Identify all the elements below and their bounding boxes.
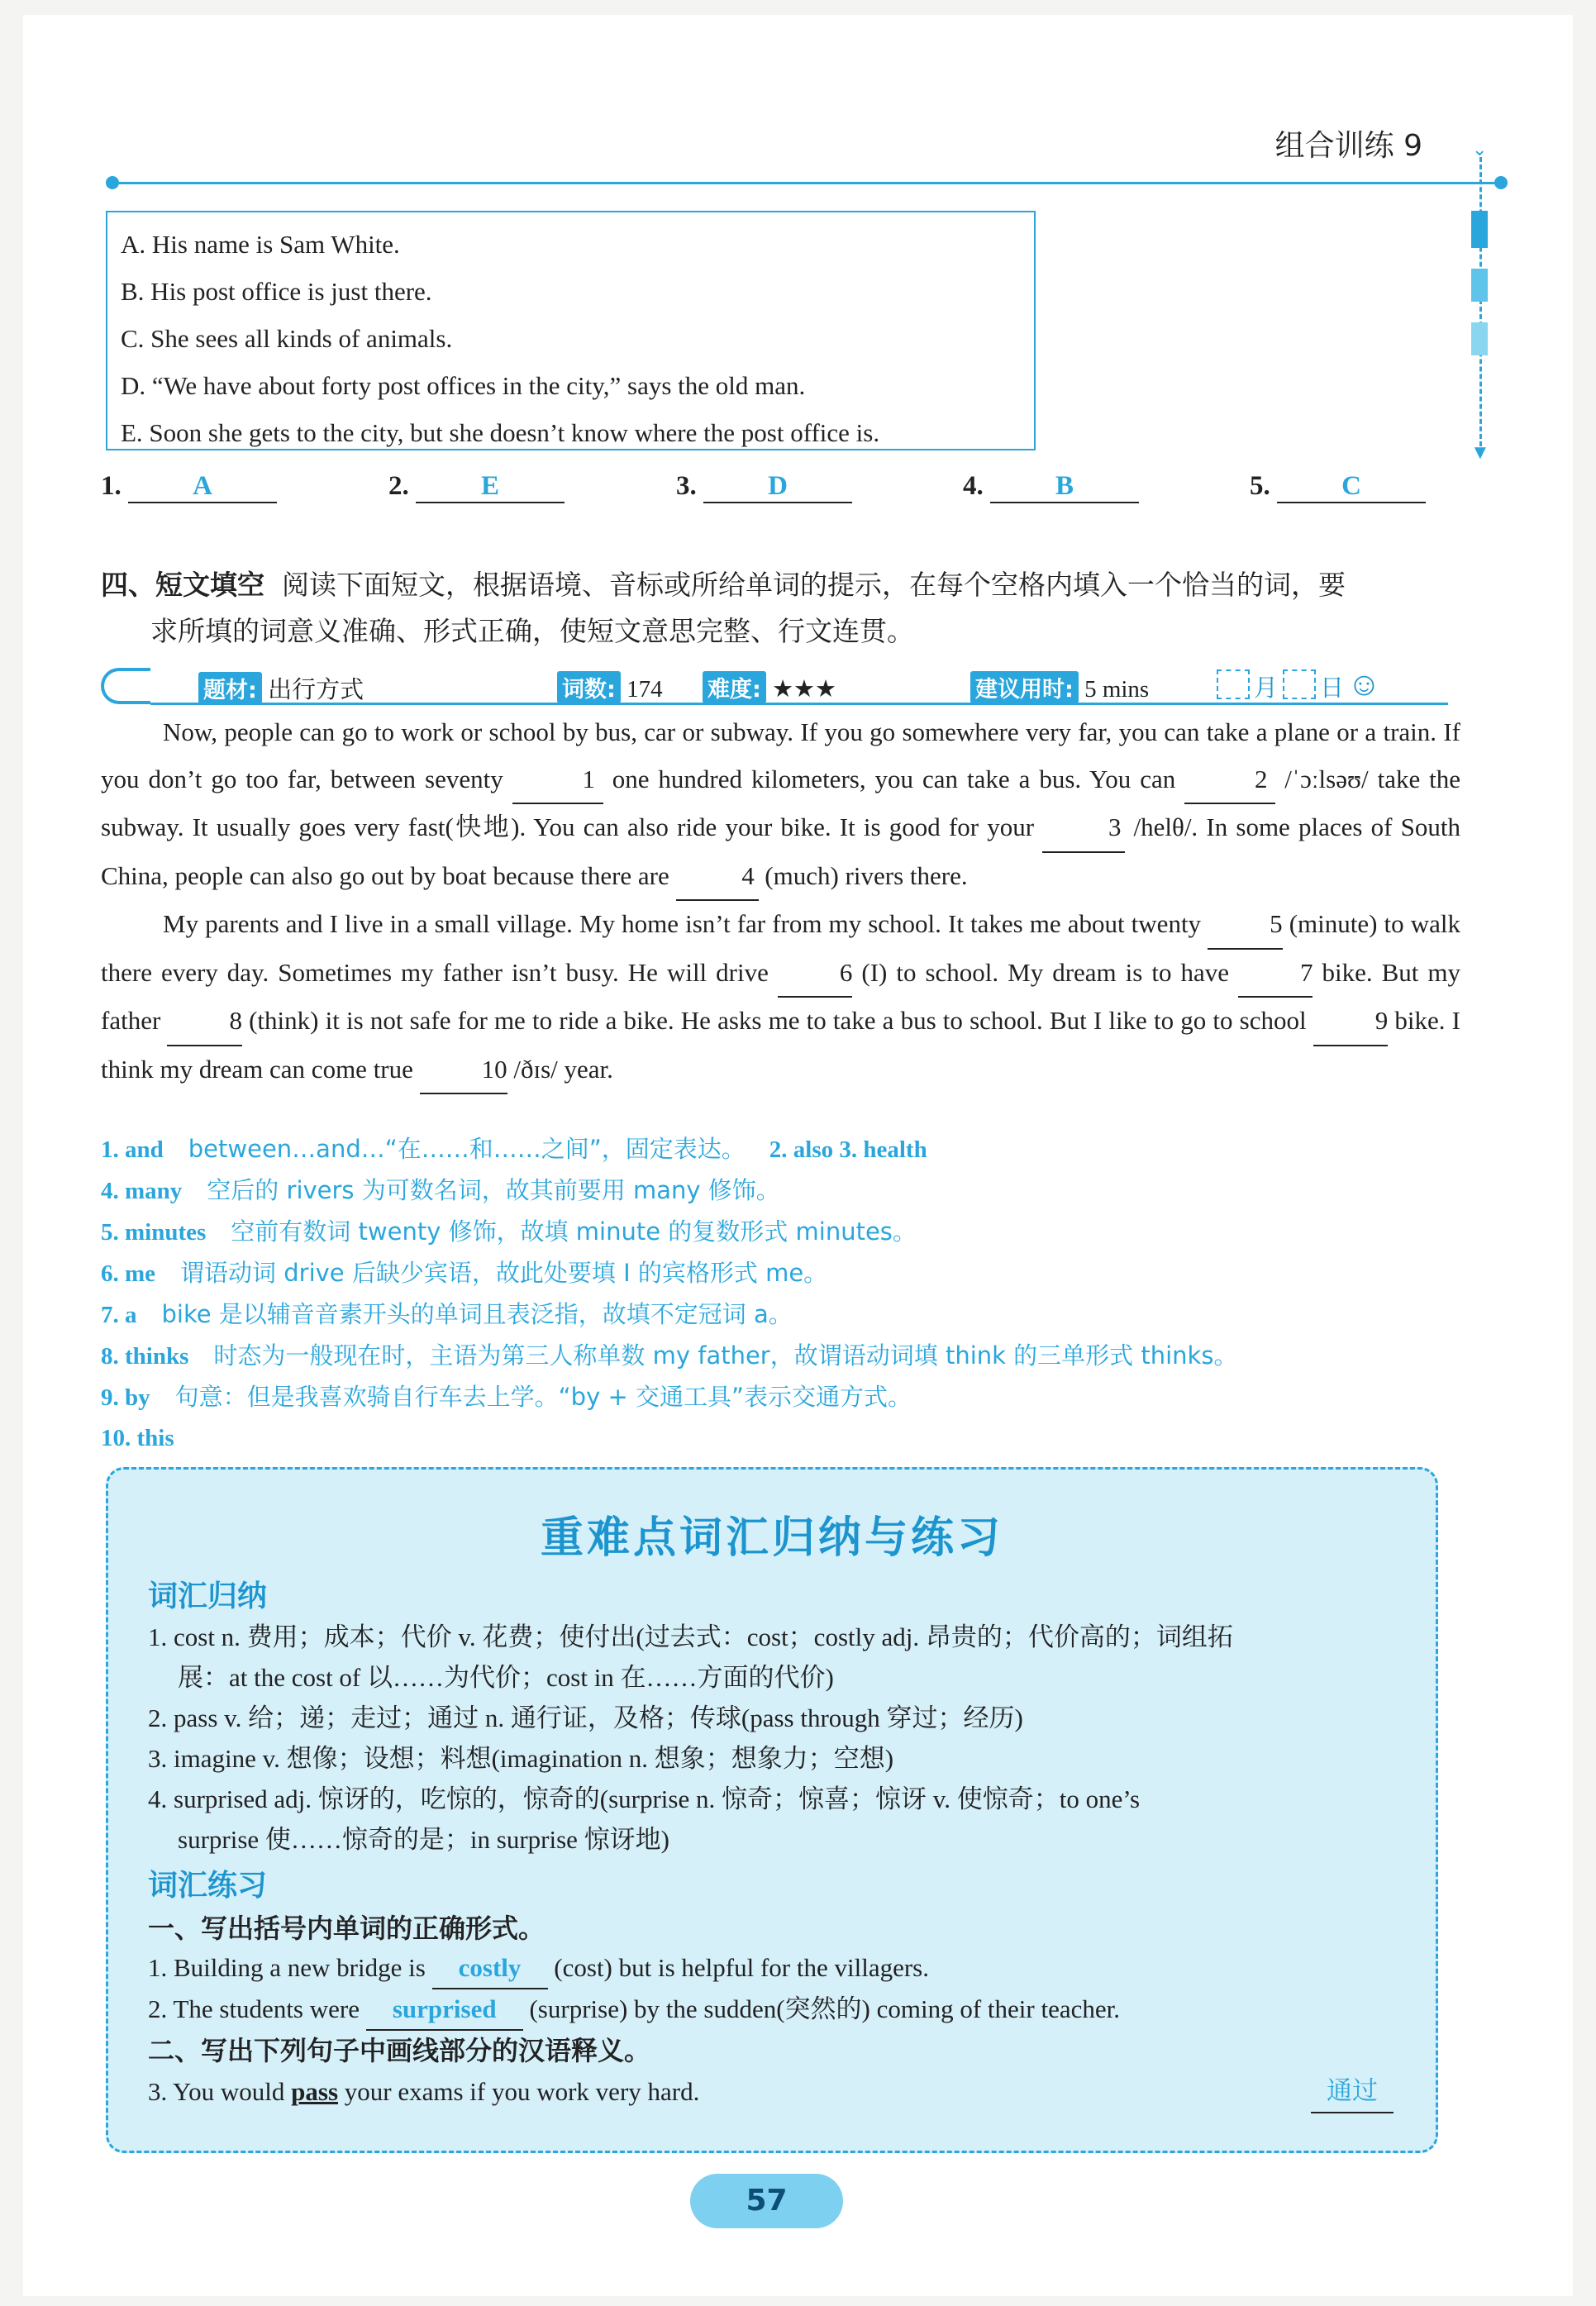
blank-6[interactable]: 6 <box>778 950 853 998</box>
side-dashed-line <box>1479 157 1482 446</box>
explanation-key: 9. by <box>101 1384 150 1411</box>
answer-blank[interactable]: C <box>1277 471 1426 503</box>
explanation-key: 7. a <box>101 1302 137 1328</box>
answer-num: 3. <box>676 471 697 501</box>
options-box <box>106 211 1036 450</box>
explanation-key: 10. this <box>101 1425 174 1451</box>
diff-value: ★★★ <box>772 676 837 703</box>
q2-text-2: (surprise) by the sudden(突然的) coming of their teacher. <box>529 1994 1120 2023</box>
topic <box>198 671 364 705</box>
explanation-text: 时态为一般现在时，主语为第三人称单数 my father，故谓语动词填 think 的三单形式 thinks。 <box>213 1341 1238 1370</box>
explanation-key: 8. thinks <box>101 1343 189 1370</box>
side-bar-2 <box>1471 269 1488 302</box>
section4-heading: 四、短文填空 <box>101 569 264 601</box>
explanation-key: 6. me <box>101 1260 156 1287</box>
blank-3[interactable]: 3 <box>1042 804 1125 853</box>
passage <box>101 709 1460 1094</box>
blank-10[interactable]: 10 <box>420 1046 507 1095</box>
option-c: C. She sees all kinds of animals. <box>121 324 453 353</box>
paragraph-1 <box>101 709 1460 901</box>
question-1 <box>148 1947 929 1989</box>
smile-icon: ☺ <box>1347 665 1381 703</box>
blank-4[interactable]: 4 <box>676 853 759 902</box>
info-bracket-icon <box>101 668 150 704</box>
option-e: E. Soon she gets to the city, but she doesn’t know where the post office is. <box>121 418 880 447</box>
answer-num: 4. <box>963 471 984 501</box>
text: bike. I think my dream can come true <box>101 1006 1461 1084</box>
question-2 <box>148 1989 1120 2031</box>
exercise-2-heading: 二、写出下列句子中画线部分的汉语释义。 <box>148 2035 651 2066</box>
topic-value: 出行方式 <box>268 675 364 703</box>
text: (think) it is not safe for me to ride a bike. He asks me to take a bus to school. But I like to go to school <box>249 1006 1307 1035</box>
explanation-text: 谓语动词 drive 后缺少宾语，故此处要填 I 的宾格形式 me。 <box>180 1259 828 1287</box>
q2-answer[interactable]: surprised <box>366 1989 523 2031</box>
text: /ˈɔːlsəʊ/ take the subway. It usually goes very fast(快地). You can also ride your bike. It is good for your <box>101 764 1461 841</box>
q1-text-2: (cost) but is helpful for the villagers. <box>554 1953 929 1982</box>
answer-blank[interactable]: B <box>990 471 1139 503</box>
month-box[interactable] <box>1217 669 1250 699</box>
answer-num: 2. <box>388 471 409 501</box>
difficulty <box>703 671 836 703</box>
text: (much) rivers there. <box>765 860 968 890</box>
text: Now, people can go to work or school by bus, car or subway. If you go somewhere very far, you can take a plane or a train. If you don’t go too far, between seventy <box>101 717 1460 793</box>
header-rule <box>112 182 1500 184</box>
explanation-key: 1. and <box>101 1136 164 1163</box>
blank-5[interactable]: 5 <box>1208 901 1283 950</box>
rule-dot-right <box>1494 176 1508 189</box>
explanation-extra: 2. also 3. health <box>769 1136 927 1163</box>
answer-2 <box>388 471 565 503</box>
blank-9[interactable]: 9 <box>1313 998 1389 1046</box>
text: one hundred kilometers, you can take a bus. You can <box>612 764 1176 793</box>
q1-answer[interactable]: costly <box>432 1947 548 1989</box>
section4-instructions <box>101 562 1456 655</box>
text: My parents and I live in a small village. My home isn’t far from my school. It takes me about twenty <box>163 909 1202 938</box>
side-bar-1 <box>1471 211 1488 248</box>
answer-blank[interactable]: D <box>703 471 852 503</box>
instruction-line-2: 求所填的词意义准确、形式正确，使短文意思完整、行文连贯。 <box>150 615 914 647</box>
answer-blank[interactable]: E <box>416 471 565 503</box>
vocab-title: 重难点词汇归纳与练习 <box>540 1513 1003 1563</box>
explanation-1 <box>101 1128 1473 1170</box>
explanation-6 <box>101 1252 1473 1294</box>
vocab-box <box>106 1467 1438 2153</box>
section-title: 组合训练 9 <box>1274 129 1422 163</box>
text: /ðɪs/ year. <box>513 1054 613 1084</box>
words-value: 174 <box>626 676 663 703</box>
q3-answer[interactable]: 通过 <box>1311 2071 1394 2113</box>
answer-num: 5. <box>1250 471 1270 501</box>
words-tag: 词数: <box>557 671 621 703</box>
explanation-text: bike 是以辅音音素开头的单词且表泛指，故填不定冠词 a。 <box>161 1300 793 1328</box>
day-label: 日 <box>1320 674 1345 702</box>
text: (I) to school. My dream is to have <box>861 957 1229 987</box>
day-box[interactable] <box>1283 669 1316 699</box>
q3-text-2: your exams if you work very hard. <box>344 2077 700 2106</box>
option-d: D. “We have about forty post offices in the city,” says the old man. <box>121 371 806 400</box>
answer-1 <box>101 471 277 503</box>
answer-5 <box>1250 471 1426 503</box>
exercise-1-heading: 一、写出括号内单词的正确形式。 <box>148 1913 545 1944</box>
answer-4 <box>963 471 1139 503</box>
instruction-line-1: 阅读下面短文，根据语境、音标或所给单词的提示，在每个空格内填入一个恰当的词，要 <box>281 569 1346 601</box>
suggested-time <box>970 671 1149 703</box>
explanation-4 <box>101 1170 1473 1212</box>
explanation-key: 5. minutes <box>101 1219 207 1246</box>
topic-tag: 题材: <box>198 672 262 704</box>
paragraph-2 <box>101 901 1460 1094</box>
blank-7[interactable]: 7 <box>1238 950 1313 998</box>
vocab-item-3: 3. imagine v. 想像；设想；料想(imagination n. 想象；想象力；空想) <box>148 1744 894 1773</box>
answer-blank[interactable]: A <box>128 471 277 503</box>
chevron-down-icon: ⌄ <box>1472 139 1488 160</box>
rule-dot-left <box>106 176 119 189</box>
explanation-text: 空后的 rivers 为可数名词，故其前要用 many 修饰。 <box>207 1176 780 1204</box>
diff-tag: 难度: <box>703 671 766 703</box>
q2-text: 2. The students were <box>148 1994 360 2023</box>
q3-underlined-word: pass <box>291 2077 339 2106</box>
answer-num: 1. <box>101 471 121 501</box>
q1-text: 1. Building a new bridge is <box>148 1953 426 1982</box>
arrow-down-icon: ▼ <box>1470 442 1490 464</box>
side-bar-3 <box>1471 322 1488 355</box>
explanation-8 <box>101 1335 1473 1377</box>
vocab-item-4: 4. surprised adj. 惊讶的，吃惊的，惊奇的(surprise n. 惊奇；惊喜；惊讶 v. 使惊奇；to one’s <box>148 1784 1141 1813</box>
text: bike. But my father <box>101 957 1460 1035</box>
vocab-item-2: 2. pass v. 给；递；走过；通过 n. 通行证，及格；传球(pass through 穿过；经历) <box>148 1703 1023 1732</box>
time-tag: 建议用时: <box>970 671 1079 703</box>
blank-1[interactable]: 1 <box>512 756 603 805</box>
vocab-item-1-cont: 展：at the cost of 以……为代价；cost in 在……方面的代价) <box>178 1663 834 1692</box>
info-bar <box>101 665 1456 709</box>
explanation-7 <box>101 1294 1473 1336</box>
vocab-item-4-cont: surprise 使……惊奇的是；in surprise 惊讶地) <box>178 1825 669 1854</box>
blank-8[interactable]: 8 <box>167 998 242 1046</box>
option-a: A. His name is Sam White. <box>121 230 400 259</box>
explanation-10 <box>101 1417 1473 1459</box>
vocab-practice-heading: 词汇练习 <box>148 1869 268 1903</box>
month-label: 月 <box>1254 674 1279 702</box>
time-value: 5 mins <box>1084 676 1150 703</box>
explanation-text: between…and…“在……和……之间”，固定表达。 <box>188 1135 746 1163</box>
explanation-text: 空前有数词 twenty 修饰，故填 minute 的复数形式 minutes。 <box>231 1217 917 1246</box>
explanation-5 <box>101 1211 1473 1253</box>
answer-3 <box>676 471 852 503</box>
blank-2[interactable]: 2 <box>1184 756 1275 805</box>
explanation-9 <box>101 1376 1473 1418</box>
word-count <box>557 671 663 703</box>
vocab-summary-heading: 词汇归纳 <box>148 1579 268 1613</box>
question-3 <box>148 2071 699 2112</box>
text: /helθ/. In some places of South China, people can also go out by boat because there are <box>101 812 1461 890</box>
page-number: 57 <box>690 2174 843 2228</box>
vocab-item-1: 1. cost n. 费用；成本；代价 v. 花费；使付出(过去式：cost；costly adj. 昂贵的；代价高的；词组拓 <box>148 1622 1233 1651</box>
explanation-key: 4. many <box>101 1178 183 1204</box>
explanation-text: 句意：但是我喜欢骑自行车去上学。“by + 交通工具”表示交通方式。 <box>174 1383 912 1411</box>
q3-text: 3. You would <box>148 2077 285 2106</box>
option-b: B. His post office is just there. <box>121 277 432 306</box>
text: (minute) to walk there every day. Sometimes my father isn’t busy. He will drive <box>101 909 1460 987</box>
